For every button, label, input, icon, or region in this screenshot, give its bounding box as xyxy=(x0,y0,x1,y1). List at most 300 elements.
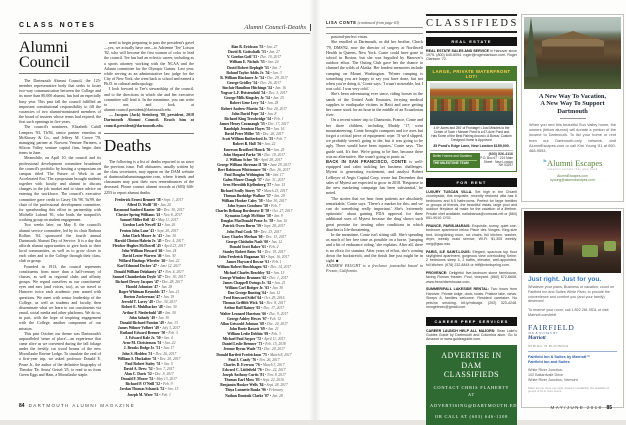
advertise-headline-2: CLASSIFIEDS xyxy=(443,370,500,380)
deceased-name: Gary Charles Meehan '60 xyxy=(221,234,263,239)
article-paragraph: The council's nominees, Elizabeth Cahill Lempres '83, Th'84, senior partner emeritus at McKinsey & Co., and Jeffrey M. Crowe '78, managing partner at Norwest Venture Partners, a Silicon Valley venture capital firm, begin their terms in June. xyxy=(19,124,101,156)
deceased-name: Yngvar L.F. Hvistendahl '54 xyxy=(220,91,266,96)
deceased-name: Rutland Edward Beemer '50 xyxy=(120,331,166,335)
deceased-name: John Burie Bassett '69 xyxy=(229,326,265,331)
death-date: • April 28, 2017 xyxy=(258,158,283,162)
article-byline: — Jacques (Jack) Steinberg '88, president, 2018 Dartmouth Alumni Council. Reach him at council.president@dartmouth.edu. xyxy=(104,112,194,128)
conte-subhead-paragraph xyxy=(326,159,423,195)
magazine-name: DARTMOUTH ALUMNI MAGAZINE xyxy=(28,403,135,408)
deceased-name: William Carl Bottger Jr. '63 xyxy=(224,285,270,290)
deceased-name: Donald Scott Baker '61 xyxy=(229,244,266,249)
realtor-brand-logo xyxy=(430,153,480,168)
death-date: • Nov. 4, 2017 xyxy=(162,270,184,274)
running-head-left: CLASS NOTES xyxy=(19,22,97,29)
death-date: • Feb. 3 xyxy=(165,331,178,335)
brand-name: Better Homes and Gardens xyxy=(433,153,472,158)
deceased-name: David R. Gottschalk '53 xyxy=(228,50,266,55)
deceased-name: Jordan Thomas Schanck '52 xyxy=(119,387,165,392)
escapes-url: AlumniEscapes.com xyxy=(557,173,588,178)
issue-date: MAY/JUNE 2018 xyxy=(550,405,603,410)
deceased-name: James Henry Cavanaugh '55 xyxy=(219,121,265,126)
death-date: • Jan. 13 xyxy=(270,271,284,275)
fairfield-fine-print: Rates are per room, per night, based on availability. Not available for groups of 10 or more rooms. xyxy=(528,386,610,394)
fairfield-logo xyxy=(528,323,617,341)
article-paragraph: Meanwhile, on April 10, the council and its professional development committee broadened the council's portfolio by hosting a symposium on campus titled 'The Future of Work in an Accelerated Era.' The symposium brought students together with faculty and alumni to discuss changes in the job market and to share advice on entering the workforce. The council's executive committee gave credit to Casey Oh '98, Tu'99, the chair of the professional development committee, for spearheading this effort in partnership with Michelle Lafond '81, who leads the nonprofit's working group on student engagement. xyxy=(19,155,101,223)
conte-text-bottom xyxy=(326,196,423,264)
death-date: • Sept. 22, 2016 xyxy=(260,378,284,382)
fairfield-reservation: To reserve your room, call 1.802.281.9511 or visit Marriott.com/lebfi xyxy=(528,308,609,317)
death-date: • Dec. 23, 2017 xyxy=(258,230,282,234)
realtor-contact xyxy=(480,153,513,168)
deceased-name: Benjamin Hooker Wells '84 xyxy=(220,383,264,388)
death-date: • Dec. 29, 2017 xyxy=(264,76,288,80)
deceased-name: Thiya Lunnette Banks '96 xyxy=(225,388,266,393)
death-date: • Dec. 17, 2017 xyxy=(260,306,284,310)
death-date: • Dec. 26, 2017 xyxy=(257,81,281,85)
waterfront-ad-headline: LARGE, PRIVATE WATERFRONT LOT! xyxy=(427,67,516,81)
deceased-name: George Gridley '54 xyxy=(227,80,258,85)
deceased-name: Arthur F. Niederbuhl '48 xyxy=(122,310,162,315)
deceased-name: Chester Spring Williams '41 xyxy=(115,213,161,218)
classifieds-title: CLASSIFIEDS xyxy=(426,14,517,33)
death-date: • Jan. 16 xyxy=(273,219,287,223)
deceased-name: Walter Leonard Harrison '66 xyxy=(219,311,267,316)
deceased-name: Gordon Loeb Newell '42 xyxy=(122,223,162,228)
listing-lead: LUXURY TUSCAN VILLA. xyxy=(426,189,473,194)
deceased-name: Scott William Rutherford Jr. '55 xyxy=(222,137,274,142)
deceased-name: George Mills Kingsley Jr. '54 xyxy=(224,96,270,101)
death-date: • Nov. 7, 2017 xyxy=(153,367,175,371)
death-date: • Jan. 25 xyxy=(270,148,284,152)
realtor-phone: (603) 526-4116 xyxy=(488,151,513,156)
death-date: • Sept. 16, 2017 xyxy=(265,255,289,259)
deceased-name: John Symes Goodnow '58 xyxy=(227,203,268,208)
death-date: • Mar. 30, 2017 xyxy=(263,199,287,203)
section-real-estate: REAL ESTATE xyxy=(426,37,517,46)
deceased-name: John David Pope '54 xyxy=(231,111,265,116)
death-date: • Jan. 26 xyxy=(161,223,175,227)
death-date: • Oct. 27, 2017 xyxy=(269,209,292,213)
deceased-name: Samuel Chamberlain Doyle '47 xyxy=(112,274,162,279)
death-date: • Jan. 9 xyxy=(271,214,283,218)
death-date: • Feb. 3 xyxy=(268,332,281,336)
death-date: • Feb. 12 xyxy=(267,317,281,321)
deceased-name: Charles Belknap Bordenave II '58 xyxy=(215,209,270,213)
death-date: • Jan. 7 xyxy=(269,66,281,70)
alumni-escapes-logo: ⚑Alumni Escapes xyxy=(542,157,603,168)
death-date: • Dec. 14, 2017 xyxy=(267,265,291,269)
deceased-name: Daniel Leslie Brenner '73 xyxy=(222,342,263,347)
advertise-email: ADVERTISING@DARTMOUTH.EDU xyxy=(430,402,522,408)
deceased-name: Allan Griswold Johnson '68 xyxy=(220,321,264,326)
death-date: • June 29, 2017 xyxy=(267,163,291,167)
deceased-name: William Robert Buschhagen '62 xyxy=(216,265,268,270)
deaths-list-1 xyxy=(104,198,194,398)
escapes-tagline: vacation rentals that give back xyxy=(547,167,598,171)
deceased-name: Richard Scully Storey '57 xyxy=(220,188,261,193)
death-date: • Dec. 28, 2017 xyxy=(159,280,183,284)
death-date: • Nov. 20, 2017 xyxy=(263,107,287,111)
fairfield-rule xyxy=(528,351,617,352)
death-date: • Dec. 19, 2017 xyxy=(261,153,285,157)
career-listings xyxy=(426,329,517,346)
article-paragraph: The Dartmouth Alumni Council, the 125-member representative body that seeks to foster two-way communication between the College and its more than 80,000 alumni, has had an especially busy year. This past fall the council fulfilled an important constitutional responsibility to fill the vacancies of two alumni-nominated members of the board of trustees whose terms had expired, the first such openings in five years. xyxy=(19,78,101,125)
classified-listing xyxy=(426,250,517,268)
author-credit: ANDREW FAUGHT is a freelance journalist based in Fresno, California. xyxy=(326,263,423,274)
right-page-footer xyxy=(551,405,612,411)
death-date: • Jan. 30 xyxy=(163,305,177,309)
death-entry xyxy=(104,393,194,398)
deceased-name: Richard Dewey Jacques '47 xyxy=(115,279,159,284)
death-date: • Dec. 13, 2017 xyxy=(262,235,286,239)
deceased-name: Sven Meredith Kjellenberg '57 xyxy=(222,183,272,188)
death-date: • Jan. 27 xyxy=(266,50,280,54)
article-paragraph: pastoral-perfect vistas. xyxy=(331,34,369,40)
deceased-name: John Clark Moore Jr. '43 xyxy=(122,233,162,238)
deceased-name: Fred Renward Stifel '64 xyxy=(223,296,262,301)
listing-lead: PROVENCE: xyxy=(426,270,448,275)
deceased-name: Nathan Dominik Clarke '07 xyxy=(225,393,269,398)
death-date: • Jan. 30 xyxy=(269,286,283,290)
continuation-note: (continued from page 63) xyxy=(357,20,400,25)
death-date: • Feb. 1 xyxy=(158,393,171,397)
death-date: • July 3, 2017 xyxy=(159,326,180,330)
death-date: • Jan. 17 xyxy=(270,173,284,177)
death-date: • March 3, 2017 xyxy=(260,363,285,367)
escapes-headline: A New Way To Vacation, A New Way To Support Dartmouth xyxy=(538,93,607,115)
article-paragraph: Founded in 1913, the council represents constituents from more than a half-century of classes, as well as regional clubs and affinity groups. We regard ourselves as our constituents' eyes and ears (and voices, too), as we travel to Hanover twice each academic year armed with questions. We meet with senior leadership of the College, as well as students and faculty, then disseminate what we learn to our constituents via email, social media and other platforms. We do so, in part, with the hope of inspiring engagement with the College, another component of our mission. xyxy=(19,263,101,331)
death-date: • Jan. 22 xyxy=(161,341,175,345)
death-date: • Jan. 21 xyxy=(165,290,179,294)
deceased-name: Fletcher Hughes McDowell '45 xyxy=(112,243,161,248)
deceased-name: William E. Nichols '53 xyxy=(229,60,265,65)
death-date: • Jan. 15 xyxy=(271,183,285,187)
deaths-title: Deaths xyxy=(104,135,152,155)
conte-subhead: BACK IN SAN FRANCISCO, CONTE xyxy=(326,159,407,165)
fairfield-brand-2: Fairfield Inn and Suites xyxy=(528,359,570,364)
death-date: • Feb. 15, 2018 xyxy=(262,342,286,346)
listing-lead: CAREER LAUNCH HELP ALL MAJORS: xyxy=(426,328,496,333)
death-date: • Jan. 31, 2017 xyxy=(262,178,285,182)
deceased-name: Willard Hastings Wheeler '46 xyxy=(118,259,166,264)
deceased-name: John Shepard Parke '56 xyxy=(223,152,262,157)
deceased-name: Richard King Trowbridge '54 xyxy=(224,116,272,121)
deceased-name: George Winslow Brannen '62 xyxy=(219,275,267,280)
deceased-name: John S. Hedden '51 xyxy=(121,351,153,356)
death-date: • Dec. 9, 2017 xyxy=(152,372,174,376)
death-date: • Dec. 17, 2017 xyxy=(265,122,289,126)
deceased-name: Michael Paul Szyper '72 xyxy=(222,337,261,342)
death-date: • Dec. 10, 2017 xyxy=(257,55,281,59)
death-date: • Jan. 22 xyxy=(165,259,179,263)
deceased-name: John Sahady '49 xyxy=(128,315,156,320)
for-rent-listings xyxy=(426,190,517,313)
death-date: • Jan. 28 xyxy=(158,285,172,289)
deceased-name: Emerson Bradford Houck '56 xyxy=(223,147,271,152)
listing-lead: FRANCE, PARIS-MARAIS: xyxy=(426,224,471,229)
waterfront-ad-body: 4.6+ Acres and 250' of Frontage! • Just Minutes to the Center of Town • Messer Pond is a 67-Acre Pond and Has Some of the Best Fishing Around • A Bonus: Custom Designed Home is Approved xyxy=(431,126,512,143)
advertise-promo-box xyxy=(426,345,522,425)
team-name: THE MILESTONE TEAM xyxy=(433,160,477,166)
death-date: • Jan. 24 xyxy=(162,249,176,253)
deceased-name: V. Gordon Goff '53 xyxy=(227,55,258,60)
deceased-name: Burton Zuckerman '47 xyxy=(123,295,161,300)
death-date: • Dec. 26, 2017 xyxy=(266,168,290,172)
death-date: • Sept. 28, 2017 xyxy=(263,383,287,387)
death-date: • Jan. 21 xyxy=(271,281,285,285)
deceased-name: Jerrold T. Lavey '48 xyxy=(121,300,153,305)
deaths-section xyxy=(104,133,194,398)
deceased-name: Sinclair Hamilton Hitchings '54 xyxy=(222,86,272,90)
death-date: • Dec. 3, 2017 xyxy=(265,91,287,95)
flag-icon: ⚑ xyxy=(542,159,547,165)
deceased-name: Donald William Delahanty '47 xyxy=(114,269,162,274)
death-date: • Dec. 24, 2017 xyxy=(264,322,288,326)
death-date: • Jan. 16 xyxy=(272,86,286,90)
advertise-phone: OR CALL AT (603) 646-1208 xyxy=(434,413,509,419)
death-date: • Nov. 8, 2017 xyxy=(264,373,286,377)
deceased-name: Kynaston Leigh McShine '58 xyxy=(225,214,271,219)
deceased-name: Alfred D. Wolff '38 xyxy=(127,202,157,207)
death-date: • Jan. 12 xyxy=(268,240,282,244)
sun-valley-home-photo xyxy=(524,17,621,89)
headline-divider xyxy=(560,118,586,119)
death-date: • June 12, 2017 xyxy=(157,264,181,268)
realtor-address: P.O. Box 67 · 224 Main Street · New London NH 03257 xyxy=(480,155,513,168)
escapes-links xyxy=(522,174,623,183)
fairfield-inn-ad xyxy=(521,208,624,408)
deceased-name: John Paul Cook '59 xyxy=(226,229,258,234)
article-paragraph: She's been adventuring ever since, riding horses in the sands of the United Arab Emirates, ferrying medical supplies to earthquake victims in Haiti and once getting her canoe stuck for an hour in the middle of an Ecuadorian river. xyxy=(326,91,423,118)
deceased-name: David Peter Miller '55 xyxy=(224,132,260,137)
death-date: • Dec. 8, 2017 xyxy=(263,301,285,305)
death-date: • Dec. 30, 2017 xyxy=(153,300,177,304)
alumni-council-title: Alumni Council xyxy=(19,39,70,71)
death-date: • Feb. 7 xyxy=(273,137,286,141)
deceased-name: Joseph M. Ware '52 xyxy=(127,392,159,397)
deceased-name: Roland Taylor Addis Jr. '54 xyxy=(226,70,270,75)
death-date: • Dec. 20, 2017 xyxy=(261,347,285,351)
classified-listing xyxy=(426,190,517,221)
deceased-name: J. William Scher '56 xyxy=(225,157,258,162)
listing-text: Exquisite, sunny, quiet one-bedroom apartment below Place des Vosges. King-size bed, living/dining room, six chairs, full kitchen, washer, dryer, weekly maid service, Wi-Fi. $1,305 weekly. meg@gwu.edu. xyxy=(426,224,517,246)
death-date: • May 13, 2017 xyxy=(153,377,177,381)
advertise-headline-1: ADVERTISE IN DAM xyxy=(441,351,502,370)
death-date: • Dec. 4, 2017 xyxy=(162,239,184,243)
deceased-name: John Frederick Hagaman '61 xyxy=(218,255,265,260)
right-page-number: 85 xyxy=(606,405,612,411)
continuation-head xyxy=(326,20,423,25)
death-date: • Dec. 1, 2017 xyxy=(266,276,288,280)
deceased-name: David Robert Replogle '53 xyxy=(227,65,269,70)
real-estate-listings xyxy=(426,49,517,66)
lake-photo xyxy=(430,83,513,125)
deceased-name: Samuel Miller Bell '42 xyxy=(119,218,155,223)
deceased-name: Karl Edmond Decker '47 xyxy=(117,264,157,269)
death-date: • Jan. 16 xyxy=(270,127,284,131)
death-date: • Jan. 25 xyxy=(270,96,284,100)
deceased-name: Roger Whitman Reynolds '47 xyxy=(118,290,166,294)
deceased-name: Bert Robinson Whittemore '56 xyxy=(217,168,267,172)
section-career-prep: CAREER PREP SERVICES xyxy=(426,317,517,326)
deceased-name: David Lester Warren '46 xyxy=(122,254,162,259)
alumni-council-text xyxy=(19,78,101,377)
death-date: • Dec. 20, 2017 xyxy=(157,357,181,361)
marriott-wordmark: Marriott xyxy=(528,335,546,341)
deaths-list-2 xyxy=(197,45,311,399)
deaths-column-2 xyxy=(197,42,311,402)
classified-listing xyxy=(426,329,517,342)
article-paragraph: I look forward to Tee's stewardship of the council, and to the directions in which she and her executive committee will lead it. In the meantime, you can write to me, and look at alumni.council.president@dartmouth.edu. xyxy=(104,86,194,113)
deceased-name: William Leslie Dobbin '69 xyxy=(227,332,269,336)
left-page-footer xyxy=(19,403,135,409)
listing-text: Two hours from Hanover. Private lodge, dock, boats. Pristine lake, views. Sleeps 8, families welcome. Resident caretaker. No pets/no smoking. bit.ly/mtlodge. (202) 323-4248. mvogelexec@gmail.com. xyxy=(426,287,518,310)
deceased-name: Randolph Jennison Hayes '55 xyxy=(223,127,271,131)
deceased-name: Joseph Anthony Curtis '81 xyxy=(222,373,265,377)
conte-text-top xyxy=(326,34,423,159)
fairfield-headline: Just right. Just for you. xyxy=(528,276,602,283)
death-date: • Jan. 29 xyxy=(271,194,285,198)
escapes-body: When you rent this beautiful Sun Valley home, the owners (fellow alumni) will donate a portion of the income to Dartmouth. To list your home or rent from our Dartmouth-only network, visit AlumniEscapes.com or call Kim Young '81 at 650-468-9553. xyxy=(529,122,616,153)
death-date: • Feb. 1 xyxy=(271,117,284,121)
deceased-name: Harold Clinton Habein Jr. '45 xyxy=(114,238,162,243)
deceased-name: Thomas Griffith Wick '64 xyxy=(222,301,264,306)
deceased-name: Thomas Earl Moss '83 xyxy=(224,378,260,383)
death-date: • Sept. 28, 2017 xyxy=(261,224,285,228)
death-date: • Feb. 9 xyxy=(160,382,173,386)
death-date: • May 11, 2017 xyxy=(155,218,178,222)
deceased-name: Donald Bartlett Fredrickson '75 xyxy=(216,352,267,357)
deceased-name: George Chisholm Nash '60 xyxy=(225,239,269,244)
classified-listing xyxy=(426,224,517,246)
deceased-name: William S. Huckabee '51 xyxy=(117,356,157,361)
lisa-conte-column xyxy=(326,20,423,398)
death-date: • Jan. 8 xyxy=(264,112,276,116)
deceased-name: William Hooker Caley '58 xyxy=(221,198,263,203)
listing-lead: SUMMER/FALL LAKESIDE RENTAL: xyxy=(426,287,490,292)
death-date: • Dec. 22, 2017 xyxy=(262,368,286,372)
continuation-name: LISA CONTE xyxy=(326,20,357,25)
title-rule xyxy=(19,73,101,74)
death-date: • Jan. 30 xyxy=(162,311,176,315)
article-paragraph: She enrolled at Dartmouth, as did her brother, Chuck '79, DMS'82, now the director of surgery at Northwell Health in Queens, New York. Conte could have gone to school in Boston, but she was beguiled by Hanover's outdoor ethos. The Outing Club gave her the chance to channel the wilds of Alaska. Her fondest memories include camping on Mount Washington. 'Winter camping is something you are happy to say you have done, but not when you're doing it,' Conte says. 'I wasn't miserable, but I was cold. I was very cold.' xyxy=(326,39,423,92)
death-date: • Dec. 19, 2017 xyxy=(262,250,286,254)
listing-text: Delightful five-bedroom stone farmhouse, facing Roman theater. Pool, vineyard. (860) 672-6608. www.frenchfarmhouse.com. xyxy=(426,270,517,284)
deceased-name: Robert B. Hall '56 xyxy=(232,142,262,147)
death-date: • Jan. 13 xyxy=(164,387,178,391)
death-date: • March 23, 2017 xyxy=(261,189,288,193)
header-rule-left xyxy=(19,33,310,34)
deceased-name: Charles D. Everson '76 xyxy=(223,362,260,367)
fairfield-address: White River Junction: 102 Ballardvale Drive White River Junction, Vermont xyxy=(528,368,578,382)
deceased-name: Donald F. Moore '52 xyxy=(121,377,154,382)
article-paragraph: need to begin preparing to pass the president's gavel—yes, we actually have one—to Adrienne 'Tee' Lotson '82, who will become the first woman of color to lead the council. Tee has had an eclectic career, including as a sports attorney working with the NCAA and the Atlanta committee for the Olympic Games. Last year, while serving as an administrative law judge for the City of New York, she went back to school and earned a Ph.D. in cultural anthropology. xyxy=(104,40,194,87)
death-date: • Sept. 1, 2017 xyxy=(161,198,183,202)
classifieds-column xyxy=(426,14,522,419)
running-head-right: Alumni Council-Deaths xyxy=(0,24,311,31)
deceased-name: John William Howard '46 xyxy=(121,249,163,253)
deceased-name: B. William Blackmer Jr. '54 xyxy=(220,75,264,80)
death-date: • Dec. 9, 2017 xyxy=(266,312,288,316)
death-date: • Jan. 21 xyxy=(265,327,279,331)
death-date: • Nov. 8, 2017 xyxy=(160,213,182,217)
listing-text: in Hanover since 1975. (800) 640-6094. roger@rogerclarkson.com. Roger Clarkson '72. xyxy=(426,48,517,62)
classified-listing xyxy=(426,271,517,284)
death-date: • April 11, 2017 xyxy=(261,337,285,341)
alumni-council-column xyxy=(19,40,101,398)
listing-text: Elegant, spacious top floor skylighted apartment, gorgeous view overlooking Seine. 2 bedrooms sleep 4, 2 baths, elevator, well-appointed, full kitchen. (678) 232-8444 or triff@mindspring.com. xyxy=(426,249,517,267)
waterfront-ad-address: 35 Pond's Edge Lane, New London $159,000. xyxy=(433,143,510,148)
death-date: • Jan. 30 xyxy=(162,254,176,258)
death-date: • Jan. 19 xyxy=(160,295,174,299)
deceased-name: George Ashley Hewes '67 xyxy=(226,316,267,321)
deceased-name: Robert Gene Levy '54 xyxy=(229,101,265,106)
listing-lead: REAL ESTATE SALES AND SERVICE xyxy=(426,48,489,53)
death-date: • Jan. 22 xyxy=(261,142,275,146)
death-date: • Dec. 26, 2017 xyxy=(152,352,176,356)
deceased-name: Arne M. Christenson '51 xyxy=(122,341,162,346)
death-date: • Jan. 12 xyxy=(266,291,280,295)
deceased-name: Paul Douglas Withington '56 xyxy=(224,173,270,178)
deceased-name: Robert Andrew Martin '54 xyxy=(221,106,264,111)
article-paragraph: In the meantime, Conte isn't sitting still. She's spending as much of her free time as possible on a horse, 'jumping and a bit of endurance riding,' she explains. After all, there is no elixir for stamina. After years of effort, she's coming down the backstretch, and the finish line just might be in sight. ■ xyxy=(326,231,423,263)
deceased-name: Paul J. Coady '76 xyxy=(228,357,257,362)
deceased-name: Dan George Bunting '64 xyxy=(227,291,267,295)
deceased-name: James Hayward Bowne '61 xyxy=(226,260,270,265)
death-date: • Nov. 26, 2017 xyxy=(256,358,280,362)
death-date: • Jan. 30 xyxy=(155,316,169,320)
death-date: • Jan. 13 xyxy=(164,321,178,325)
death-date: • Dec. 30, 2017 xyxy=(162,275,186,279)
death-date: • Jan. 20 xyxy=(157,203,171,207)
deceased-name: Alan B. Erickson '53 xyxy=(230,45,264,49)
death-date: • Jan. 30 xyxy=(162,234,176,238)
fairfield-brand-1: Fairfield Inn & Suites by Marriott™ xyxy=(528,354,591,359)
section-for-rent: FOR RENT xyxy=(426,178,517,187)
display-ads-column xyxy=(521,14,624,410)
deceased-name: Michael Charles Beachley '62 xyxy=(223,270,271,275)
classified-listing xyxy=(426,287,517,309)
death-date: • Jan. 4 xyxy=(161,336,173,340)
death-date: • Feb. 1 xyxy=(269,260,282,264)
deceased-name: Fenton John Lane '43 xyxy=(119,228,155,233)
death-entry xyxy=(197,394,311,399)
deceased-name: Thomas Burbidge Wallace '57 xyxy=(223,193,271,198)
death-date: • Jan. 27 xyxy=(263,45,277,49)
article-paragraph: This past October our theme was Dartmouth's unparalleled 'sense of place'—an experience that came alive as we convened during the fall foliage under the freshly cut wood beams of the new Moosilauke Ravine Lodge. To simulate the zeal of a first-year trip, we asked professor Donald E. Pease Jr., the author of the definitive biography of Theodor 'Dr. Seuss' Geisel '25, to read to us from Green Eggs and Ham, a Moosilauke staple. xyxy=(19,330,101,377)
death-date: • April 23, 2017 xyxy=(161,244,186,248)
deceased-name: Patrick Owen Burns '59 xyxy=(222,224,261,229)
deaths-intro: The following is a list of deaths reported to us since the previous issue. Full obituaries, usually written by the class secretaries, may appear on the DAM website at dartmouthalumnimagazine.com, where friends and classmates may post their own remembrances of the deceased. Please contact alumni records at (603) 646-2253 to report alumni deaths. xyxy=(104,158,194,195)
advertise-contact: CONTACT CHRIS FLAHERTY AT xyxy=(433,384,510,397)
continuation-rule xyxy=(326,27,423,28)
deceased-name: Stanley Robert Bates '61 xyxy=(222,250,262,254)
deceased-name: Alan C. Davis '52 xyxy=(124,372,152,376)
deceased-name: Galen Moore Clough '57 xyxy=(223,178,262,183)
deceased-name: Donald Richard Pontius '49 xyxy=(120,320,164,325)
deceased-name: Richard P. O'Neill '52 xyxy=(125,382,160,387)
conte-subhead-text: is well-equipped and calm tackling her business challenges. Mytesi is generating excitement, and analyst Robert LeBoyer of Aegis Capital Corp. wrote last December that sales of Mytesi are expected to grow in 2018. 'Response to the new marketing campaign has been substantial,' he noted. xyxy=(326,159,423,196)
deceased-name: Arthur Bull Rainey '65 xyxy=(223,306,261,311)
article-paragraph: On a recent winter trip to Chamonix, France, Conte and her three children, including Maddy '17, went mountaineering. Conte brought crampons and ice axes but forgot a critical piece of equipment: rope. 'If we'd slipped, we probably weren't going to die, but it was going to be ugly. There would have been injuries,' Conte says. 'The guide said, It's fine. We're going to be fine, because there was no alternative. She wasn't going to panic us.' xyxy=(326,117,423,159)
death-date: • Feb. 7 xyxy=(268,204,281,208)
hotel-lounge-photo xyxy=(524,211,621,273)
deceased-name: Raymond Sanford Kanter '40 xyxy=(113,208,161,212)
deceased-name: Douglas MacDonald Pease Jr. '58 xyxy=(220,219,274,224)
deceased-name: Harold Johnston '47 xyxy=(125,284,159,289)
death-date: • Jan. 28 xyxy=(264,101,278,105)
fairfield-promo-line: SPRING IS BLOOMING xyxy=(528,343,569,348)
